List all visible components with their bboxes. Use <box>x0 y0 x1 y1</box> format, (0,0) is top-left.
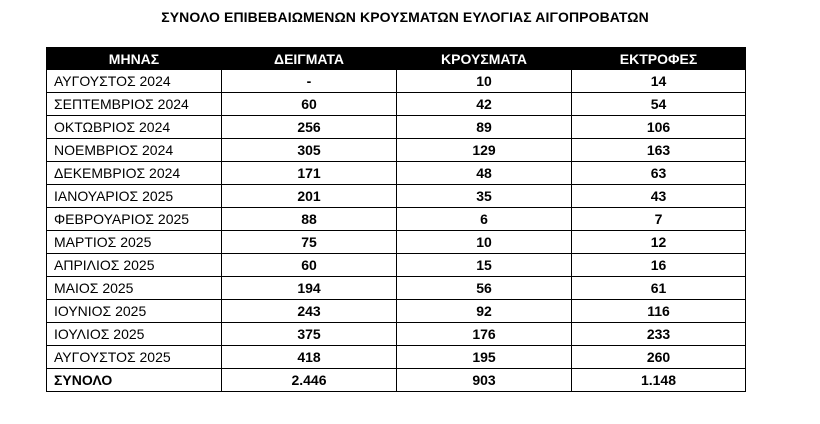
month-cell: ΜΑΡΤΙΟΣ 2025 <box>47 231 222 254</box>
table-row <box>47 300 746 323</box>
samples-cell: 201 <box>222 185 397 208</box>
total-farms-cell: 1.148 <box>572 369 746 392</box>
table-header-row <box>47 48 746 70</box>
cases-cell: 48 <box>397 162 572 185</box>
cases-cell: 35 <box>397 185 572 208</box>
samples-cell: 171 <box>222 162 397 185</box>
total-label-cell: ΣΥΝΟΛΟ <box>47 369 222 392</box>
month-cell: ΔΕΚΕΜΒΡΙΟΣ 2024 <box>47 162 222 185</box>
farms-cell: 63 <box>572 162 746 185</box>
cases-cell: 10 <box>397 70 572 93</box>
samples-cell: 75 <box>222 231 397 254</box>
header-cases: ΚΡΟΥΣΜΑΤΑ <box>397 48 572 70</box>
samples-cell: 60 <box>222 254 397 277</box>
farms-cell: 43 <box>572 185 746 208</box>
cases-cell: 89 <box>397 116 572 139</box>
total-row <box>47 369 746 392</box>
header-farms: ΕΚΤΡΟΦΕΣ <box>572 48 746 70</box>
farms-cell: 14 <box>572 70 746 93</box>
samples-cell: 418 <box>222 346 397 369</box>
farms-cell: 116 <box>572 300 746 323</box>
cases-table <box>46 47 746 392</box>
table-row <box>47 208 746 231</box>
month-cell: ΙΟΥΝΙΟΣ 2025 <box>47 300 222 323</box>
table-row <box>47 139 746 162</box>
total-samples-cell: 2.446 <box>222 369 397 392</box>
cases-cell: 10 <box>397 231 572 254</box>
month-cell: ΝΟΕΜΒΡΙΟΣ 2024 <box>47 139 222 162</box>
cases-cell: 15 <box>397 254 572 277</box>
header-month: ΜΗΝΑΣ <box>47 48 222 70</box>
month-cell: ΑΥΓΟΥΣΤΟΣ 2024 <box>47 70 222 93</box>
farms-cell: 233 <box>572 323 746 346</box>
table-row <box>47 231 746 254</box>
farms-cell: 260 <box>572 346 746 369</box>
cases-cell: 56 <box>397 277 572 300</box>
cases-cell: 42 <box>397 93 572 116</box>
farms-cell: 61 <box>572 277 746 300</box>
month-cell: ΣΕΠΤΕΜΒΡΙΟΣ 2024 <box>47 93 222 116</box>
samples-cell: 375 <box>222 323 397 346</box>
header-samples: ΔΕΙΓΜΑΤΑ <box>222 48 397 70</box>
table-row <box>47 185 746 208</box>
table-row <box>47 346 746 369</box>
farms-cell: 54 <box>572 93 746 116</box>
month-cell: ΙΟΥΛΙΟΣ 2025 <box>47 323 222 346</box>
table-row <box>47 116 746 139</box>
month-cell: ΟΚΤΩΒΡΙΟΣ 2024 <box>47 116 222 139</box>
month-cell: ΙΑΝΟΥΑΡΙΟΣ 2025 <box>47 185 222 208</box>
farms-cell: 12 <box>572 231 746 254</box>
table-row <box>47 70 746 93</box>
cases-cell: 176 <box>397 323 572 346</box>
cases-cell: 6 <box>397 208 572 231</box>
samples-cell: 243 <box>222 300 397 323</box>
month-cell: ΑΥΓΟΥΣΤΟΣ 2025 <box>47 346 222 369</box>
cases-cell: 195 <box>397 346 572 369</box>
month-cell: ΑΠΡΙΛΙΟΣ 2025 <box>47 254 222 277</box>
samples-cell: 88 <box>222 208 397 231</box>
document-title: ΣΥΝΟΛΟ ΕΠΙΒΕΒΑΙΩΜΕΝΩΝ ΚΡΟΥΣΜΑΤΩΝ ΕΥΛΟΓΙΑΣ ΑΙΓΟΠΡΟΒΑΤΩΝ <box>161 9 649 25</box>
samples-cell: 305 <box>222 139 397 162</box>
farms-cell: 7 <box>572 208 746 231</box>
table-row <box>47 277 746 300</box>
cases-cell: 92 <box>397 300 572 323</box>
farms-cell: 16 <box>572 254 746 277</box>
farms-cell: 106 <box>572 116 746 139</box>
total-cases-cell: 903 <box>397 369 572 392</box>
table-row <box>47 254 746 277</box>
month-cell: ΦΕΒΡΟΥΑΡΙΟΣ 2025 <box>47 208 222 231</box>
table-row <box>47 93 746 116</box>
samples-cell: 60 <box>222 93 397 116</box>
samples-cell: - <box>222 70 397 93</box>
table-row <box>47 323 746 346</box>
samples-cell: 194 <box>222 277 397 300</box>
table-row <box>47 162 746 185</box>
samples-cell: 256 <box>222 116 397 139</box>
farms-cell: 163 <box>572 139 746 162</box>
month-cell: ΜΑΙΟΣ 2025 <box>47 277 222 300</box>
cases-cell: 129 <box>397 139 572 162</box>
